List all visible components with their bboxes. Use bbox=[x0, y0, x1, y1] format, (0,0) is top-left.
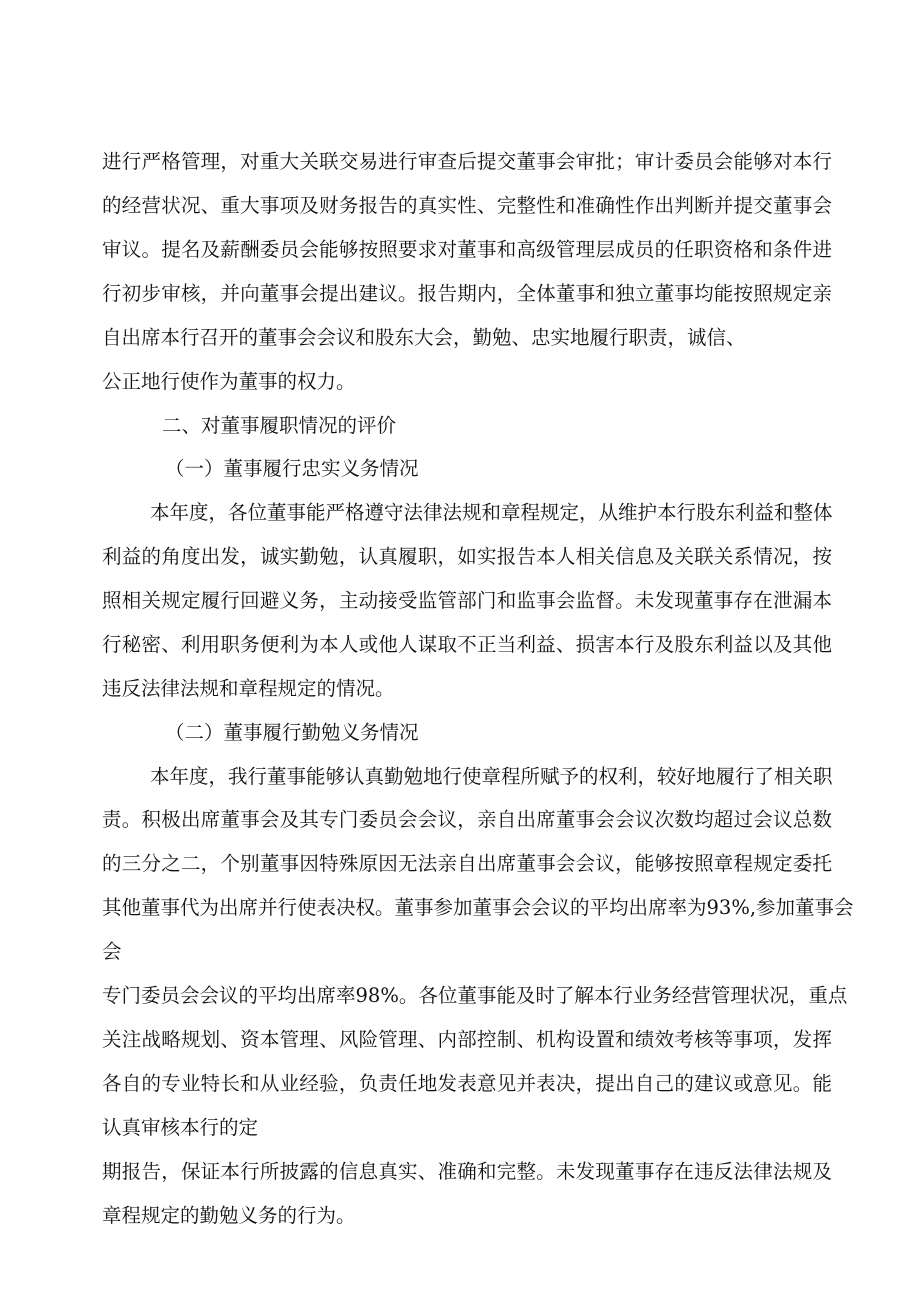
paragraph-line: 的经营状况、重大事项及财务报告的真实性、完整性和准确性作出判断并提交董事会 bbox=[102, 194, 832, 217]
paragraph-line: 审议。提名及薪酬委员会能够按照要求对董事和高级管理层成员的任职资格和条件进 bbox=[102, 238, 832, 261]
subsection-heading: （一）董事履行忠实义务情况 bbox=[165, 457, 419, 480]
paragraph-line: 行秘密、利用职务便利为本人或他人谋取不正当利益、损害本行及股东利益以及其他 bbox=[102, 633, 832, 656]
paragraph-line: 其他董事代为出席并行使表决权。董事参加董事会会议的平均出席率为93%,参加董事会 bbox=[102, 896, 854, 919]
paragraph-line: 本年度，我行董事能够认真勤勉地行使章程所赋予的权利，较好地履行了相关职 bbox=[150, 765, 833, 788]
paragraph-line: 公正地行使作为董事的权力。 bbox=[102, 370, 356, 393]
paragraph-line: 期报告，保证本行所披露的信息真实、准确和完整。未发现董事存在违反法律法规及 bbox=[102, 1160, 832, 1183]
paragraph-line: 责。积极出席董事会及其专门委员会会议，亲自出席董事会会议次数均超过会议总数 bbox=[102, 808, 832, 831]
paragraph-line: 会 bbox=[102, 940, 122, 963]
paragraph-line: 专门委员会会议的平均出席率98%。各位董事能及时了解本行业务经营管理状况，重点 bbox=[102, 984, 848, 1007]
paragraph-line: 本年度，各位董事能严格遵守法律法规和章程规定，从维护本行股东利益和整体 bbox=[150, 501, 833, 524]
paragraph-line: 章程规定的勤勉义务的行为。 bbox=[102, 1204, 356, 1227]
paragraph-line: 自出席本行召开的董事会会议和股东大会，勤勉、忠实地履行职责，诚信、 bbox=[102, 326, 746, 349]
paragraph-line: 关注战略规划、资本管理、风险管理、内部控制、机构设置和绩效考核等事项，发挥 bbox=[102, 1028, 832, 1051]
subsection-heading: （二）董事履行勤勉义务情况 bbox=[165, 721, 419, 744]
paragraph-line: 利益的角度出发，诚实勤勉，认真履职，如实报告本人相关信息及关联关系情况，按 bbox=[102, 545, 832, 568]
paragraph-line: 违反法律法规和章程规定的情况。 bbox=[102, 677, 395, 700]
paragraph-line: 进行严格管理，对重大关联交易进行审查后提交董事会审批；审计委员会能够对本行 bbox=[102, 150, 832, 173]
section-heading: 二、对董事履职情况的评价 bbox=[162, 414, 397, 437]
paragraph-line: 的三分之二，个别董事因特殊原因无法亲自出席董事会会议，能够按照章程规定委托 bbox=[102, 852, 832, 875]
paragraph-line: 认真审核本行的定 bbox=[102, 1116, 259, 1139]
paragraph-line: 照相关规定履行回避义务，主动接受监管部门和监事会监督。未发现董事存在泄漏本 bbox=[102, 589, 832, 612]
paragraph-line: 行初步审核，并向董事会提出建议。报告期内，全体董事和独立董事均能按照规定亲 bbox=[102, 282, 832, 305]
paragraph-line: 各自的专业特长和从业经验，负责任地发表意见并表决，提出自己的建议或意见。能 bbox=[102, 1072, 832, 1095]
